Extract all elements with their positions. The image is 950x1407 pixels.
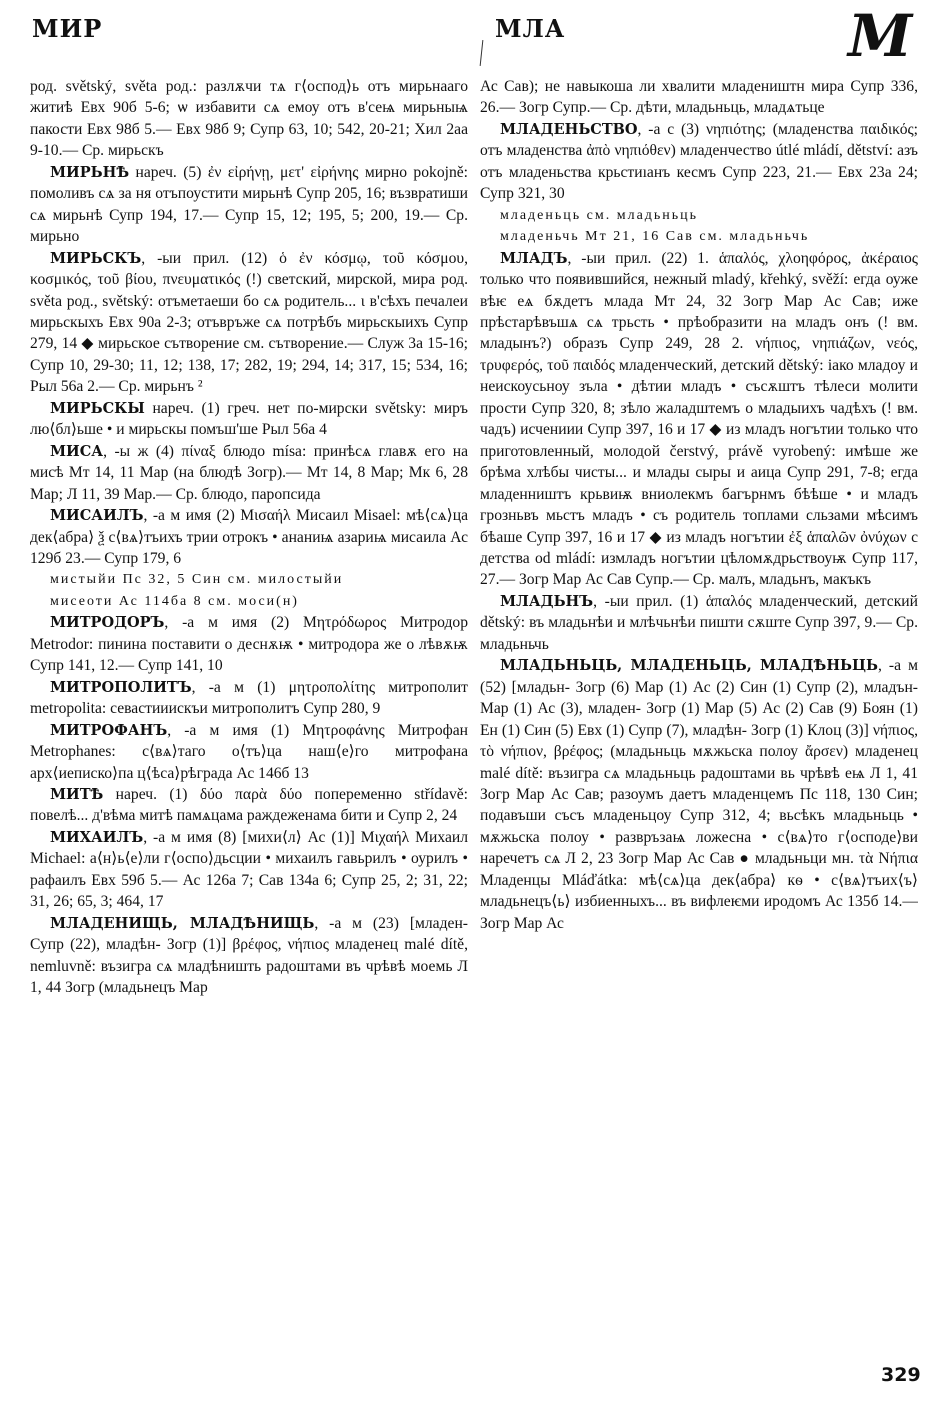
- right-column: [480, 76, 918, 1368]
- dictionary-entry: [480, 655, 918, 934]
- entry-headword: МИТРОПОЛИТЪ: [50, 678, 192, 696]
- dictionary-entry: [30, 827, 468, 913]
- entry-body: Ас Сав); не навыкоша ли хвалити младеништн мира Супр 336, 26.— Зогр Супр.— Ср. дѣти, младьньць, младѧтьце: [480, 78, 918, 117]
- entry-headword: МИТРОФАНЪ: [50, 721, 168, 739]
- dictionary-entry: [480, 119, 918, 205]
- dictionary-entry: [30, 677, 468, 720]
- entry-body: род. světský, světa род.: разлѫчи тѧ г⟨оспод⟩ь отъ мирьнааго житиѣ Евх 90б 5-6; ѡ избавити сѧ емоу отъ в'сеѩ мирьныѩ пакости Евх 98б 5.— Евх 98б 9; Супр 63, 10; 542, 20-21; Хил 2аа 9-10.— Ср. мирьскъ: [30, 78, 468, 160]
- page-number: 329: [881, 1364, 921, 1386]
- entry-body: , -а м (1) μητροπολίτης митрополит metropolita: севастииискъи митрополитъ Супр 280, 9: [30, 678, 468, 718]
- section-letter: М: [848, 2, 913, 70]
- entry-body: , -ы ж (4) πίναξ блюдо mísa: принѣсѧ главѫ его на мисѣ Мт 14, 11 Мар (на блюдѣ Зогр).— Мт 14, 8 Мар; Мк 6, 28 Мар; Л 11, 39 Мар.— Ср. блюдо, паропсида: [30, 442, 468, 503]
- dictionary-entry: [480, 226, 918, 247]
- entry-headword: МИСА: [50, 442, 104, 460]
- dictionary-entry: [30, 720, 468, 784]
- dictionary-entry: [30, 162, 468, 248]
- running-head-left: МИР: [32, 14, 103, 43]
- entry-body: , -а м имя (1) Μητροφάνης Митрофан Metrophanes: с⟨вѧ⟩таго о⟨тъ⟩ца наш⟨е⟩го митрофана арх⟨иеписко⟩па ц⟨ѣса⟩рѣграда Ас 146б 13: [30, 721, 468, 782]
- entry-body: младеньць см. младьньць: [500, 207, 699, 223]
- entry-body: , -а м имя (2) Μητρόδωρος Митродор Metrodor: пинина поставити о деснѫѭ • митродора же о лѣвѫѭ Супр 141, 12.— Супр 141, 10: [30, 614, 468, 675]
- entry-body: , -а с (3) νηπιότης; (младенства παιδικός; отъ младенства ἀπὸ νηπιόθεν) младенчество útlé mládí, dětství: азъ отъ младеньства крьстиıанъ кесмъ Супр 223, 21.— Евх 23а 24; Супр 321, 30: [480, 120, 918, 203]
- entry-headword: МИРЬСКЪ: [50, 249, 142, 267]
- dictionary-entry: [30, 569, 468, 590]
- entry-headword: МИСАИЛЪ: [50, 507, 144, 525]
- entry-body: младеньчь Мт 21, 16 Сав см. младьньчь: [500, 229, 810, 245]
- entry-headword: МИТРОДОРЪ: [50, 614, 165, 632]
- entry-body: нареч. (1) δύο παρὰ δύο попеременно střídavě: повелѣ... д'вѣма митѣ памѧцама раждеженама бити и Супр 2, 24: [30, 785, 468, 825]
- dictionary-entry: [30, 784, 468, 827]
- dictionary-entry: [30, 591, 468, 612]
- entry-body: мисеоти Ас 114ба 8 см. моси(н): [50, 593, 299, 609]
- running-head-center: МЛА: [495, 14, 566, 43]
- entry-headword: МИХАИЛЪ: [50, 828, 144, 846]
- entry-body: , -ыи прил. (1) ἁπαλός младенческий, детский dětský: въ младьнѣи и млѣчьнѣи пишти сѫште Супр 397, 9.— Ср. младьньчь: [480, 592, 918, 653]
- entry-headword: МЛАДЕНЬСТВО: [500, 120, 638, 138]
- dictionary-entry: [30, 913, 468, 999]
- entry-body: , -ыи прил. (12) ὁ ἐν κόσμῳ, τοῦ κόσμου, κοσμικός, τοῦ βίου, πνευματικός (!) светский, мирской, мира род. světa род., světský: отъметаеши бо сѧ родитель... ι в'сѣхъ печалеи мирьскыхъ Евх 90а 2-3; отъвръже сѧ потрѣбъ мирьскыихъ Супр 279, 14 ◆ мирьское сътворение см. сътворение.— Служ 3а 15-16; Супр 10, 29-30; 11, 12; 138, 17; 282, 19; 294, 14; 317, 15; 534, 16; Рыл 56а 2.— Ср. мирьнъ ²: [30, 249, 468, 396]
- dictionary-entry: [30, 612, 468, 676]
- entry-headword: МИТѢ: [50, 785, 104, 803]
- entry-body: нареч. (5) ἐν εἰρήνῃ, μετ' εἰρήνης мирно pokojně: помоливъ сѧ за ня отъпоустити мирьнѣ Супр 205, 16; възвратиши сѧ мирьнѣ Супр 194, 17.— Супр 15, 12; 195, 5; 200, 19.— Ср. мирьно: [30, 163, 468, 246]
- entry-headword: МЛАДЬНЬЦЬ, МЛАДЕНЬЦЬ, МЛАДѢНЬЦЬ: [500, 657, 878, 675]
- entry-body: мистыйи Пс 32, 5 Син см. милостыйи: [50, 572, 344, 588]
- entry-headword: МЛАДЬНЪ: [500, 592, 594, 610]
- entry-body: нареч. (1) греч. нет по-мирски světsky: миръ лю⟨бл⟩ьше • и мирьскы помъш'ше Рыл 56а 4: [30, 399, 468, 439]
- dictionary-entry: [30, 505, 468, 569]
- header-mark: [480, 40, 484, 66]
- entry-body: , -а м имя (8) [михи⟨л⟩ Ас (1)] Μιχαήλ Михаил Michael: а⟨н⟩ь⟨е⟩ли г⟨оспо⟩дьсции • михаилъ гавьрилъ • оурилъ • рафаилъ Евх 59б 5.— Ас 126а 7; Сав 134а 6; Супр 25, 2; 31, 22; 31, 26; 65, 3; 464, 17: [30, 828, 468, 911]
- entry-body: , -а м (23) [младен- Супр (22), младѣн- Зогр (1)] βρέφος, νήπιος младенец malé dítě, nemluvně: възигра сѧ младѣништь радоштами въ чрѣвѣ моемь Л 1, 44 Зогр (младьнецъ Мар: [30, 914, 468, 997]
- dictionary-entry: [30, 248, 468, 398]
- dictionary-entry: [480, 76, 918, 119]
- dictionary-entry: [480, 591, 918, 655]
- entry-body: , -ыи прил. (22) 1. ἁπαλός, χλοηφόρος, ἀκέραιος только что появившийся, нежный mladý, křehký, svěží: егда оуже вѣѥ еѧ бѫдетъ млада Мт 24, 32 Зогр Мар Ас Сав; иже прѣстарѣвъшѧ сѧ трьсть • прѣобразити на младъ онъ (! вм. младынъ?) образъ Супр 249, 28 2. νήπιος, νηπιάζων, νεός, τρυφερός, τοῦ παιδός младенческий, детский dětský: іако младоу и неискоусьноу зъла • дѣтии младъ • съсѫштъ тѣлеси молити прости Супр 320, 8; зѣло жаладштемъ о младыихъ чадѣхъ (! вм. чадъ) исчениии Супр 397, 16 и 17 ◆ из младъ ногътии только что приготовленный, молодой čerstvý, právě vyrobený: имѣше же брѣма хлѣбы чисты... и млады сыры и аица Супр 291, 7-8; егда младенништъ крьвиѭ вниолекмъ багърнмъ бѣѣше • и младъ грозньвъ мьстъ младъ • съ родитель топлами сльзами мѣсимъ бѣаше Супр 397, 16 и 17 ◆ из младъ ногътии ἐξ ἁπαλῶν ὀνύχων с детства od mládí: измладъ ногътии цѣломѫдрьствоуѭ Супр 117, 27.— Зогр Мар Ас Сав Супр.— Ср. малъ, младьнъ, макъкъ: [480, 249, 918, 589]
- dictionary-entry: [480, 248, 918, 591]
- dictionary-entry: [30, 398, 468, 441]
- entry-body: , -а м имя (2) Μισαήλ Мисаил Misael: мѣ⟨сѧ⟩ца дек⟨абра⟩ ѯ с⟨вѧ⟩тъихъ трии отрокъ • ананиѩ азариѩ мисаила Ас 129б 23.— Супр 179, 6: [30, 507, 468, 567]
- dictionary-entry: [480, 205, 918, 226]
- dictionary-entry: [30, 76, 468, 162]
- entry-headword: МЛАДЪ: [500, 249, 568, 267]
- dictionary-entry: [30, 441, 468, 505]
- entry-headword: МЛАДЕНИЩЬ, МЛАДѢНИЩЬ: [50, 914, 315, 932]
- entry-headword: МИРЬСКЫ: [50, 399, 145, 417]
- entry-body: , -а м (52) [младьн- Зогр (6) Мар (1) Ас (2) Син (1) Супр (2), младън- Мар (1) Ас (3), младен- Зогр (1) Мар (5) Ас (2) Сав (9) Боян (1) Ен (1) Син (5) Евх (1) Супр (7), младѣн- Зогр (1) Клоц (3)] νήπιος, τὸ νήπιον, βρέφος; (младьньць мѫжьска полоу ἄρσεν) младенец malé dítě: възигра сѧ младьньць радоштами вь чрѣвѣ еѩ Л 1, 41 Зогр Мар Ас Сав; разоумъ даетъ младенцемъ Пс 118, 130 Син; подавъши съсъ младеньцоу Супр 312, 4; вьсѣкъ младьньць • мѫжьска полоу • развръзаѩ ложесна • с⟨вѧ⟩то г⟨осподе⟩ви наречетъ сѧ Л 2, 23 Зогр Мар Ас Сав ● младьньци мн. τὰ Νήπια Младенцы Mláďátka: мѣ⟨сѧ⟩ца дек⟨абра⟩ кѳ • с⟨вѧ⟩тъих⟨ъ⟩ младьнецъ⟨ь⟩ избиенныхъ... въ вифлеѥми иродомъ Ас 135б 14.— Зогр Мар Ас: [480, 657, 918, 932]
- left-column: [30, 76, 468, 1368]
- entry-headword: МИРЬНѢ: [50, 163, 130, 181]
